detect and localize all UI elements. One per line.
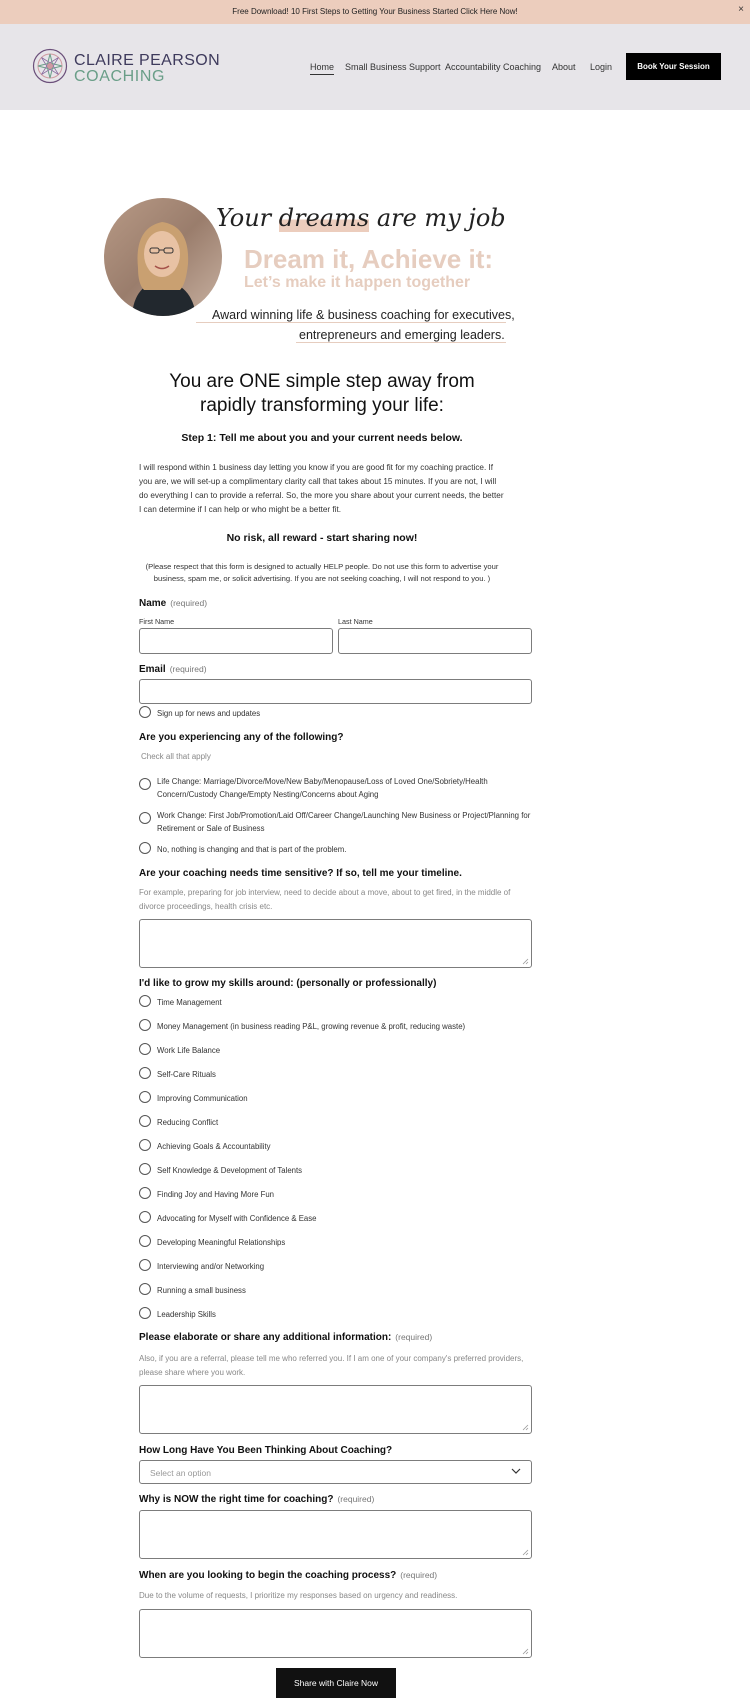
skill-label: Interviewing and/or Networking bbox=[157, 1262, 265, 1271]
newsletter-checkbox[interactable] bbox=[139, 706, 151, 718]
elaborate-hint: Also, if you are a referral, please tell me who referred you. If I am one of your company's preferred providers, please share where you work. bbox=[139, 1354, 524, 1377]
mandala-logo-icon[interactable] bbox=[32, 48, 68, 84]
skill-label: Time Management bbox=[157, 998, 222, 1007]
skill-checkbox[interactable] bbox=[139, 1307, 151, 1319]
skill-checkbox[interactable] bbox=[139, 1235, 151, 1247]
skill-checkbox[interactable] bbox=[139, 1139, 151, 1151]
skill-checkbox[interactable] bbox=[139, 1259, 151, 1271]
skill-checkbox[interactable] bbox=[139, 1163, 151, 1175]
skill-label: Money Management (in business reading P&L, growing revenue & profit, reducing waste) bbox=[157, 1022, 466, 1031]
last-name-input[interactable] bbox=[338, 628, 532, 654]
close-icon[interactable]: × bbox=[738, 4, 744, 15]
skill-checkbox[interactable] bbox=[139, 1211, 151, 1223]
skill-option[interactable] bbox=[139, 1305, 539, 1321]
select-placeholder: Select an option bbox=[150, 1468, 211, 1478]
timeline-hint: For example, preparing for job interview, need to decide about a move, about to get fired, in the middle of divorce proceedings, health crisis etc. bbox=[139, 888, 511, 911]
last-name-label: Last Name bbox=[338, 617, 373, 626]
book-session-button[interactable]: Book Your Session bbox=[626, 53, 721, 80]
skill-option[interactable] bbox=[139, 1233, 539, 1249]
experiencing-option-work-change[interactable] bbox=[139, 806, 539, 836]
hero-script-tagline: Your dreams are my job bbox=[216, 204, 506, 232]
checkbox[interactable] bbox=[139, 842, 151, 854]
skill-option[interactable] bbox=[139, 1089, 539, 1105]
nav-home[interactable]: Home bbox=[310, 62, 334, 75]
begin-hint: Due to the volume of requests, I prioritize my responses based on urgency and readiness. bbox=[139, 1591, 458, 1600]
resize-grip-icon[interactable] bbox=[522, 1648, 529, 1655]
coach-portrait bbox=[104, 198, 222, 316]
hero-underline-2 bbox=[296, 342, 506, 343]
experiencing-label: Are you experiencing any of the following? bbox=[139, 732, 344, 743]
option-label: No, nothing is changing and that is part of the problem. bbox=[157, 845, 347, 854]
skill-option[interactable] bbox=[139, 1017, 539, 1033]
checkbox[interactable] bbox=[139, 812, 151, 824]
name-label: Name (required) bbox=[139, 598, 208, 609]
begin-label: When are you looking to begin the coaching process? (required) bbox=[139, 1570, 438, 1581]
why-now-textarea[interactable] bbox=[139, 1510, 532, 1559]
hero-underline bbox=[196, 322, 506, 323]
newsletter-label: Sign up for news and updates bbox=[157, 709, 261, 718]
skill-option[interactable] bbox=[139, 1113, 539, 1129]
skill-checkbox[interactable] bbox=[139, 1283, 151, 1295]
email-input[interactable] bbox=[139, 679, 532, 704]
chevron-down-icon[interactable] bbox=[511, 1466, 521, 1476]
nav-login[interactable]: Login bbox=[590, 62, 613, 72]
elaborate-textarea[interactable] bbox=[139, 1385, 532, 1434]
newsletter-option[interactable] bbox=[139, 704, 539, 720]
award-line-1: Award winning life & business coaching for executives, bbox=[212, 308, 515, 322]
timeline-textarea[interactable] bbox=[139, 919, 532, 968]
checkbox[interactable] bbox=[139, 778, 151, 790]
submit-button[interactable]: Share with Claire Now bbox=[276, 1668, 396, 1698]
skill-label: Work Life Balance bbox=[157, 1046, 221, 1055]
skill-option[interactable] bbox=[139, 1137, 539, 1153]
skill-checkbox[interactable] bbox=[139, 1115, 151, 1127]
skill-checkbox[interactable] bbox=[139, 1187, 151, 1199]
why-now-label: Why is NOW the right time for coaching? (required) bbox=[139, 1494, 375, 1505]
skill-label: Advocating for Myself with Confidence & Ease bbox=[157, 1214, 317, 1223]
experiencing-hint: Check all that apply bbox=[141, 752, 211, 761]
begin-textarea[interactable] bbox=[139, 1609, 532, 1658]
skill-option[interactable] bbox=[139, 1281, 539, 1297]
experiencing-option-nothing[interactable] bbox=[139, 840, 539, 856]
tagline-highlight: dreams bbox=[278, 204, 370, 232]
brand-name[interactable]: CLAIRE PEARSON bbox=[74, 52, 221, 69]
nav-accountability-coaching[interactable]: Accountability Coaching bbox=[445, 62, 542, 72]
skill-option[interactable] bbox=[139, 1065, 539, 1081]
skill-checkbox[interactable] bbox=[139, 995, 151, 1007]
intro-body: I will respond within 1 business day letting you know if you are good fit for my coaching practice. If you are, we will set-up a complimentary clarity call that takes about 15 minutes. If you are not, I will do everything I can to provide a referral. So, the more you share about your current needs, the better I can determine if I can help or who might be a better fit. bbox=[139, 463, 504, 514]
skill-label: Finding Joy and Having More Fun bbox=[157, 1190, 275, 1199]
hero-headline: Dream it, Achieve it: bbox=[244, 244, 494, 274]
option-label: Work Change: First Job/Promotion/Laid Off/Career Change/Launching New Business or Project/Planning for Retirement or Sale of Business bbox=[157, 811, 531, 833]
skills-label: I'd like to grow my skills around: (personally or professionally) bbox=[139, 978, 437, 989]
skill-checkbox[interactable] bbox=[139, 1019, 151, 1031]
skill-checkbox[interactable] bbox=[139, 1091, 151, 1103]
skill-label: Achieving Goals & Accountability bbox=[157, 1142, 271, 1151]
brand-subtitle[interactable]: COACHING bbox=[74, 68, 166, 85]
skill-option[interactable] bbox=[139, 1209, 539, 1225]
timeline-label: Are your coaching needs time sensitive? If so, tell me your timeline. bbox=[139, 868, 462, 879]
resize-grip-icon[interactable] bbox=[522, 1549, 529, 1556]
email-label: Email (required) bbox=[139, 664, 207, 675]
nav-about[interactable]: About bbox=[552, 62, 576, 72]
skill-checkbox[interactable] bbox=[139, 1067, 151, 1079]
skill-option[interactable] bbox=[139, 1041, 539, 1057]
step-heading: Step 1: Tell me about you and your current needs below. bbox=[181, 432, 463, 444]
first-name-input[interactable] bbox=[139, 628, 333, 654]
first-name-label: First Name bbox=[139, 617, 175, 626]
resize-grip-icon[interactable] bbox=[522, 1424, 529, 1431]
skill-option[interactable] bbox=[139, 1257, 539, 1273]
option-label: Life Change: Marriage/Divorce/Move/New Baby/Menopause/Loss of Loved One/Sobriety/Health Concern/Custody Change/Empty Nesting/Concerns about Aging bbox=[157, 777, 488, 799]
hero-subheadline: Let’s make it happen together bbox=[244, 274, 471, 291]
skill-option[interactable] bbox=[139, 993, 539, 1009]
announcement-text[interactable]: Free Download! 10 First Steps to Getting Your Business Started Click Here Now! bbox=[232, 7, 518, 16]
respect-note: (Please respect that this form is designed to actually HELP people. Do not use this form to advertise your business, spam me, or solicit advertising. If you are not seeking coaching, I will not respond to you. ) bbox=[145, 562, 499, 583]
thinking-select[interactable] bbox=[139, 1460, 532, 1484]
skill-label: Running a small business bbox=[157, 1286, 246, 1295]
skill-label: Improving Communication bbox=[157, 1094, 248, 1103]
elaborate-label: Please elaborate or share any additional information: (required) bbox=[139, 1332, 433, 1343]
page-headline: You are ONE simple step away from rapidly transforming your life: bbox=[169, 371, 475, 416]
skill-label: Self Knowledge & Development of Talents bbox=[157, 1166, 303, 1175]
announcement-bar[interactable] bbox=[0, 0, 750, 24]
skill-checkbox[interactable] bbox=[139, 1043, 151, 1055]
no-risk-heading: No risk, all reward - start sharing now! bbox=[226, 532, 418, 544]
experiencing-option-life-change[interactable] bbox=[139, 772, 539, 802]
thinking-label: How Long Have You Been Thinking About Coaching? bbox=[139, 1445, 393, 1456]
skill-option[interactable] bbox=[139, 1185, 539, 1201]
award-line-2: entrepreneurs and emerging leaders. bbox=[299, 328, 505, 342]
skill-label: Leadership Skills bbox=[157, 1310, 216, 1319]
resize-grip-icon[interactable] bbox=[522, 958, 529, 965]
nav-small-business-support[interactable]: Small Business Support bbox=[345, 62, 441, 72]
skill-label: Developing Meaningful Relationships bbox=[157, 1238, 286, 1247]
skill-label: Reducing Conflict bbox=[157, 1118, 219, 1127]
skill-label: Self-Care Rituals bbox=[157, 1070, 216, 1079]
skill-option[interactable] bbox=[139, 1161, 539, 1177]
site-header bbox=[0, 24, 750, 110]
